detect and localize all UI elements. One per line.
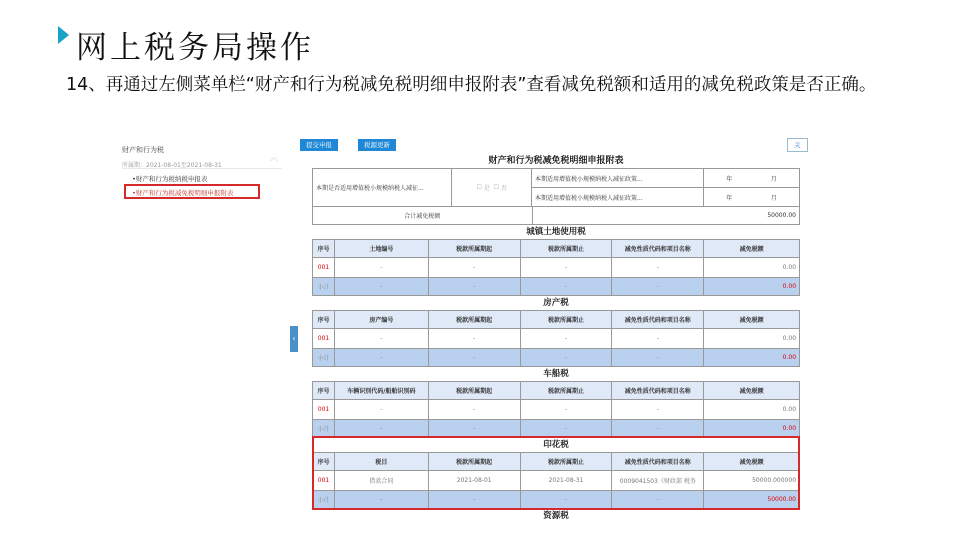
table-header-cell: 房产编号 (335, 311, 429, 329)
table-cell[interactable]: 2021-08-01 (429, 471, 521, 491)
subtotal-cell: 0.00 (704, 349, 800, 367)
subtotal-cell: - (335, 491, 429, 509)
total-relief-value: 50000.00 (533, 207, 800, 225)
table-cell[interactable]: - (521, 258, 613, 278)
form-title: 财产和行为税减免税明细申报附表 (488, 156, 624, 166)
subtotal-cell: - (335, 349, 429, 367)
table-header-cell: 税款所属期起 (429, 453, 521, 471)
table-row (313, 329, 800, 349)
table-cell[interactable]: - (335, 258, 429, 278)
screenshot-panel (120, 128, 810, 528)
table-header-cell: 序号 (313, 240, 335, 258)
subtotal-cell: 0.00 (704, 420, 800, 438)
subtotal-cell: - (612, 349, 704, 367)
sidebar-period: 所属期：2021-08-01至2021-08-31 (122, 162, 222, 169)
subtotal-cell: - (521, 349, 613, 367)
table-cell[interactable]: - (335, 329, 429, 349)
table-header-cell: 减免性质代码和项目名称 (612, 382, 704, 400)
table-cell[interactable]: - (429, 329, 521, 349)
policy-start-date[interactable]: 年 月 (704, 169, 800, 188)
table-cell[interactable]: 0.00 (704, 329, 800, 349)
subtotal-cell: - (521, 278, 613, 296)
table-cell[interactable]: 借款合同 (335, 471, 429, 491)
table-header-cell: 序号 (313, 382, 335, 400)
table-header-cell: 税目 (335, 453, 429, 471)
subtotal-cell: - (429, 491, 521, 509)
table-header-cell: 序号 (313, 311, 335, 329)
title-marker-icon (58, 26, 69, 44)
table-header-cell: 减免性质代码和项目名称 (612, 240, 704, 258)
subtotal-row (313, 349, 800, 367)
subtotal-cell: - (335, 420, 429, 438)
sidebar-item-tax-return[interactable]: •财产和行为税纳税申报表 (132, 175, 208, 183)
subtotal-cell: 小计 (313, 420, 335, 438)
table-cell[interactable]: 001 (313, 258, 335, 278)
table-header-row (313, 311, 800, 329)
table-header-cell: 减免税额 (704, 382, 800, 400)
slide-description: 14、再通过左侧菜单栏“财产和行为税减免税明细申报附表”查看减免税额和适用的减免税政策是否正确。 (66, 75, 877, 95)
subtotal-cell: - (429, 349, 521, 367)
table-row (313, 258, 800, 278)
table-cell[interactable]: 0.00 (704, 400, 800, 420)
main-area (300, 128, 810, 528)
table-header-cell: 土地编号 (335, 240, 429, 258)
table-header-cell: 税款所属期起 (429, 382, 521, 400)
table-cell[interactable]: - (521, 329, 613, 349)
total-relief-label: 合计减免税额 (313, 207, 533, 225)
table-cell[interactable]: - (335, 400, 429, 420)
subtotal-cell: - (521, 491, 613, 509)
sidebar (120, 128, 288, 528)
subtotal-cell: - (429, 278, 521, 296)
divider (122, 168, 282, 169)
table-header-cell: 序号 (313, 453, 335, 471)
table-header-row (313, 240, 800, 258)
table-cell[interactable]: - (429, 400, 521, 420)
policy-end-date[interactable]: 年 月 (704, 188, 800, 207)
subtotal-cell: - (335, 278, 429, 296)
section-title-property-tax: 房产税 (543, 298, 569, 308)
table-header-cell: 税款所属期止 (521, 382, 613, 400)
radio-no-label: 否 (500, 185, 507, 192)
subtotal-row (313, 278, 800, 296)
table-cell[interactable]: - (612, 400, 704, 420)
yes-no-radio[interactable] (452, 169, 532, 207)
section-table (312, 239, 800, 296)
subtotal-cell: - (612, 278, 704, 296)
slide-title: 网上税务局操作 (76, 30, 314, 66)
table-header-cell: 减免性质代码和项目名称 (612, 453, 704, 471)
table-header-cell: 税款所属期止 (521, 240, 613, 258)
collapse-sidebar-button[interactable]: ‹ (290, 326, 298, 352)
subtotal-cell: 小计 (313, 349, 335, 367)
subtotal-cell: 50000.00 (704, 491, 800, 509)
table-cell[interactable]: 001 (313, 471, 335, 491)
section-table (312, 310, 800, 367)
table-cell[interactable]: - (429, 258, 521, 278)
radio-icon: ☐ (493, 184, 499, 191)
section-title-resource-tax: 资源税 (543, 511, 569, 521)
small-taxpayer-question: 本期是否适用增值税小规模纳税人减征... (313, 169, 452, 207)
section-title-stamp-duty: 印花税 (543, 440, 569, 450)
table-header-row (313, 382, 800, 400)
close-button[interactable]: 关 (787, 138, 808, 152)
section-title-land-use-tax: 城镇土地使用税 (526, 227, 586, 237)
table-header-cell: 车辆识别代码/船舶识别码 (335, 382, 429, 400)
stamp-duty-highlight (312, 436, 800, 510)
section-table (312, 381, 800, 438)
table-header-cell: 税款所属期止 (521, 453, 613, 471)
table-row (313, 400, 800, 420)
table-cell[interactable]: 001 (313, 329, 335, 349)
policy-question-end: 本期适用增值税小规模纳税人减征政策... (532, 188, 704, 207)
subtotal-cell: - (612, 420, 704, 438)
table-header-cell: 减免性质代码和项目名称 (612, 311, 704, 329)
table-cell[interactable]: - (521, 400, 613, 420)
table-header-cell: 税款所属期起 (429, 311, 521, 329)
subtotal-cell: 小计 (313, 278, 335, 296)
radio-icon: ☐ (476, 184, 482, 191)
table-header-cell: 减免税额 (704, 453, 800, 471)
table-cell[interactable]: 0009041503《财政部 税务 (612, 471, 704, 491)
subtotal-cell: - (521, 420, 613, 438)
section-title-vehicle-vessel-tax: 车船税 (543, 369, 569, 379)
subtotal-cell: - (612, 491, 704, 509)
sidebar-item-relief-schedule[interactable]: •财产和行为税减免税明细申报附表 (124, 184, 260, 199)
table-cell[interactable]: - (612, 258, 704, 278)
refresh-source-button[interactable]: 税源更新 (358, 139, 396, 151)
subtotal-cell: - (429, 420, 521, 438)
table-header-cell: 减免税额 (704, 311, 800, 329)
policy-question-start: 本期适用增值税小规模纳税人减征政策... (532, 169, 704, 188)
chevron-up-icon[interactable]: ︿ (270, 153, 278, 162)
table-cell[interactable]: 0.00 (704, 258, 800, 278)
table-header-cell: 税款所属期起 (429, 240, 521, 258)
subtotal-cell: 小计 (313, 491, 335, 509)
table-header-cell: 减免税额 (704, 240, 800, 258)
sidebar-group-title[interactable]: 财产和行为税 (122, 146, 164, 154)
table-header-cell: 税款所属期止 (521, 311, 613, 329)
submit-button[interactable]: 提交申报 (300, 139, 338, 151)
table-cell[interactable]: 50000.000000 (704, 471, 800, 491)
radio-yes-label: 是 (483, 185, 490, 192)
subtotal-cell: 0.00 (704, 278, 800, 296)
table-cell[interactable]: 001 (313, 400, 335, 420)
table-cell[interactable]: - (612, 329, 704, 349)
table-cell[interactable]: 2021-08-31 (521, 471, 613, 491)
